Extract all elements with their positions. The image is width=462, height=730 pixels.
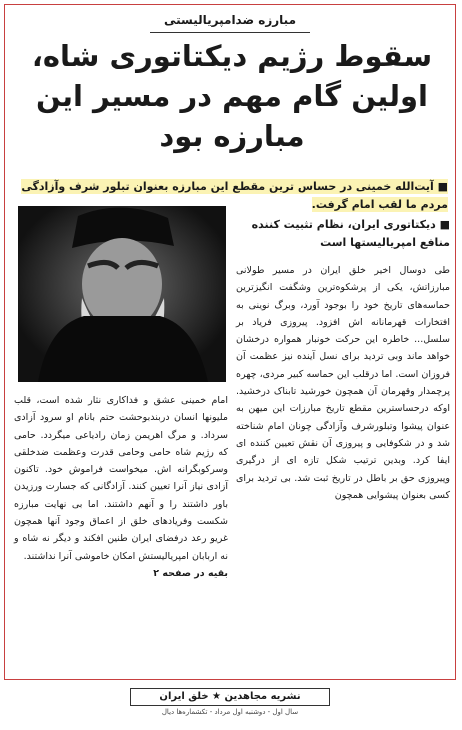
lead-text-1: ■ آیت‌الله خمینی در حساس ترین مقطع این مبارزه بعنوان تبلور شرف وآزادگی مردم ما لقب امام گرفت. xyxy=(21,180,448,211)
lead-paragraph-2 xyxy=(232,216,450,252)
masthead-footer xyxy=(130,688,330,722)
headline-line-2: اولین گام مهم در مسیر این xyxy=(36,79,428,113)
portrait-image xyxy=(18,206,226,382)
publication-meta: سال اول - دوشنبه اول مرداد - تکشماره‌ها دیال xyxy=(161,708,299,716)
right-column xyxy=(236,262,450,504)
right-column-text: طی دوسال اخیر خلق ایران در مسیر طولانی مبارزاتش، یکی از پرشکوه‌ترین وشگفت انگیزترین حماسه‌های تاریخ خود را بوجود آورد، وبرگ نوینی به افتخارات قهرمانانه اش افزود. پیروزی فریاد بر سلسل... خاطره این حرکت خونبار همواره درخشان خواهد ماند وبی تردید برای نسل آینده نیز عظمت آن فروزان است. اما درقلب این حماسه کبیر مردی، چهره پرچمدار وقهرمان آن همچون خورشید تابناک درخشید. اوکه درحساسترین مقطع تاریخ مبارزات این میهن به عنوان پیشوا وتبلورشرف وآزادگی چونان امام شناخته شد و در شکوفایی و پیروزی آن نقش تعیین کننده ای ایفا کرد. وبدین ترتیب شکل تازه ای از درگیری وپیروزی حق بر باطل در تاریخ ثبت شد. بی تردید برای کسی بعنوان پیشوایی همچون xyxy=(236,265,450,501)
headline-line-1: سقوط رژیم دیکتاتوری شاه، xyxy=(31,39,433,73)
continued-note: بقیه در صفحه ۲ xyxy=(153,567,228,579)
lead-text-2: ■ دیکتاتوری ایران، نظام تثبیت کننده منافع امپریالیستها است xyxy=(251,218,450,249)
left-column xyxy=(14,392,228,582)
article-headline xyxy=(16,36,448,156)
article-kicker: مبارزه ضدامپریالیستی xyxy=(163,13,296,27)
portrait-photo xyxy=(18,206,226,382)
headline-line-3: مبارزه بود xyxy=(159,119,305,153)
kicker-underline xyxy=(150,32,310,33)
publication-name: نشریه مجاهدین ★ خلق ایران xyxy=(130,688,330,706)
left-column-text: امام خمینی عشق و فداکاری نثار شده است، قلب ملیونها انسان دربندبوحشت حتم بانام او سرود آزادی سرداد. و مرگ اهریمن زمان رادیاعی میگردد. حامی که رژیم شاه حامی وحامی قدرت وعظمت ضدخلقی وسرکوبگرانه اش. میخواست فراموش خود. تاکنون آزادی نیاز آنرا تعیین کنند. آزادگانی که جسارت ورزیدن باور داشتند را و آنهم داشتند. اما بی نهایت مبارزه شکست وفریادهای خلق از اعماق وجود آنها همچون غریو رعد درفضای ایران طنین افکند و دیگر نه شاه و نه اربابان امپریالیستش امکان خاموشی آنرا نداشتند. xyxy=(14,395,228,562)
